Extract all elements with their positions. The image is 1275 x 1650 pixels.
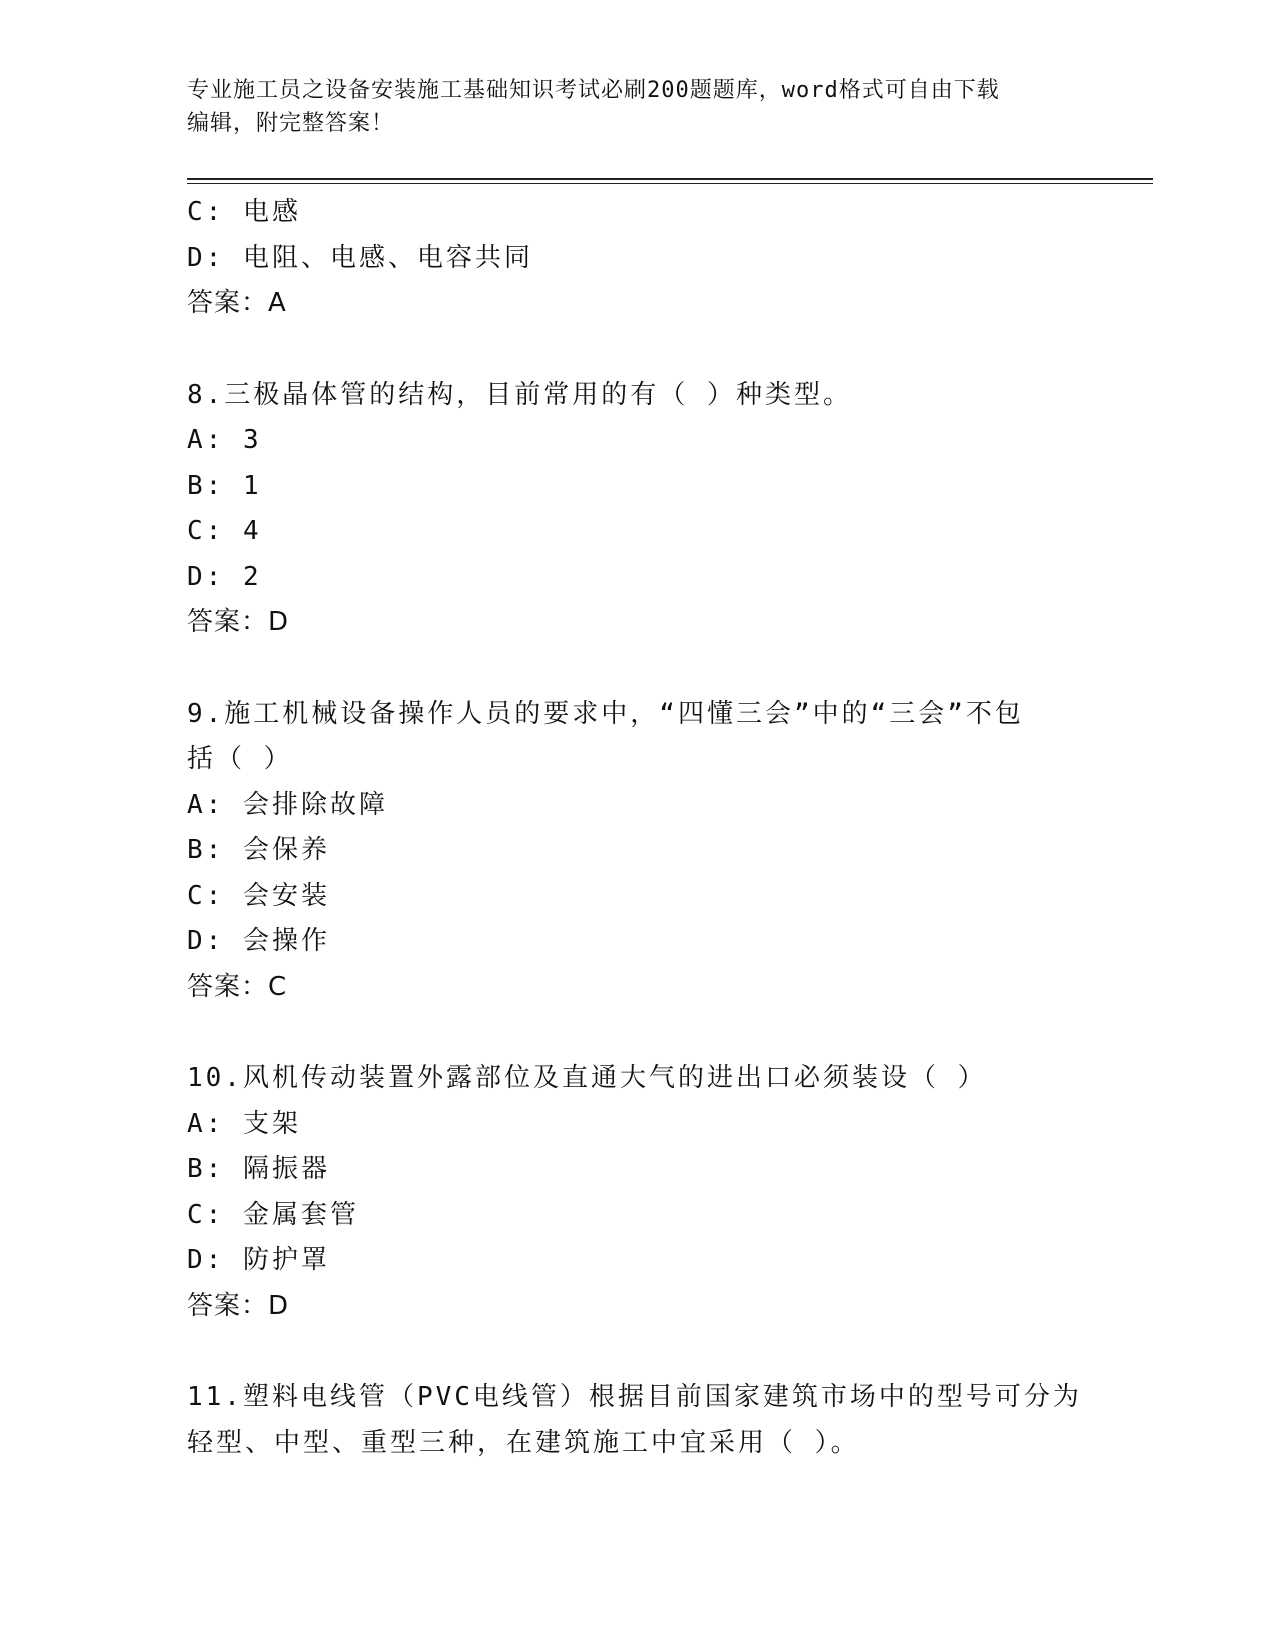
page-header [187, 74, 1087, 140]
answer-label: 答案：D [187, 1290, 290, 1321]
header-divider [187, 178, 1153, 184]
question-block-9 [187, 692, 1067, 1011]
answer-label: 答案：C [187, 971, 288, 1002]
option-c: C: 4 [187, 516, 262, 546]
answer-label: 答案：D [187, 607, 290, 637]
option-a: A: 3 [187, 425, 262, 455]
option-a: A: 会排除故障 [187, 789, 388, 820]
question-text: 9.施工机械设备操作人员的要求中，“四懂三会”中的“三会”不包 [187, 698, 1024, 729]
option-a: A: 支架 [187, 1108, 301, 1139]
option-c: C: 电感 [187, 197, 301, 227]
question-content [187, 190, 1082, 1466]
header-title-line-2: 编辑，附完整答案！ [187, 111, 395, 136]
header-title-line-1: 专业施工员之设备安装施工基础知识考试必刷200题题库，word格式可自由下载 [187, 78, 1000, 103]
question-text-continued: 括（ ） [187, 744, 293, 774]
option-d: D: 电阻、电感、电容共同 [187, 242, 533, 273]
option-c: C: 会安装 [187, 880, 330, 911]
question-text-continued: 轻型、中型、重型三种，在建筑施工中宜采用（ ）。 [187, 1427, 860, 1458]
option-d: D: 会操作 [187, 926, 330, 956]
question-text: 8.三极晶体管的结构，目前常用的有（ ）种类型。 [187, 379, 852, 410]
question-block-11 [187, 1375, 1082, 1466]
answer-label: 答案：A [187, 288, 287, 318]
option-d: D: 防护罩 [187, 1245, 330, 1275]
question-block-10 [187, 1056, 1067, 1329]
question-text: 10.风机传动装置外露部位及直通大气的进出口必须装设（ ） [187, 1063, 987, 1093]
question-block-prev [187, 190, 1067, 327]
question-text: 11.塑料电线管（PVC电线管）根据目前国家建筑市场中的型号可分为 [187, 1382, 1082, 1412]
option-b: B: 1 [187, 470, 262, 501]
option-b: B: 会保养 [187, 835, 330, 865]
option-d: D: 2 [187, 561, 262, 592]
option-c: C: 金属套管 [187, 1199, 359, 1230]
option-b: B: 隔振器 [187, 1154, 330, 1184]
question-block-8 [187, 373, 1067, 646]
